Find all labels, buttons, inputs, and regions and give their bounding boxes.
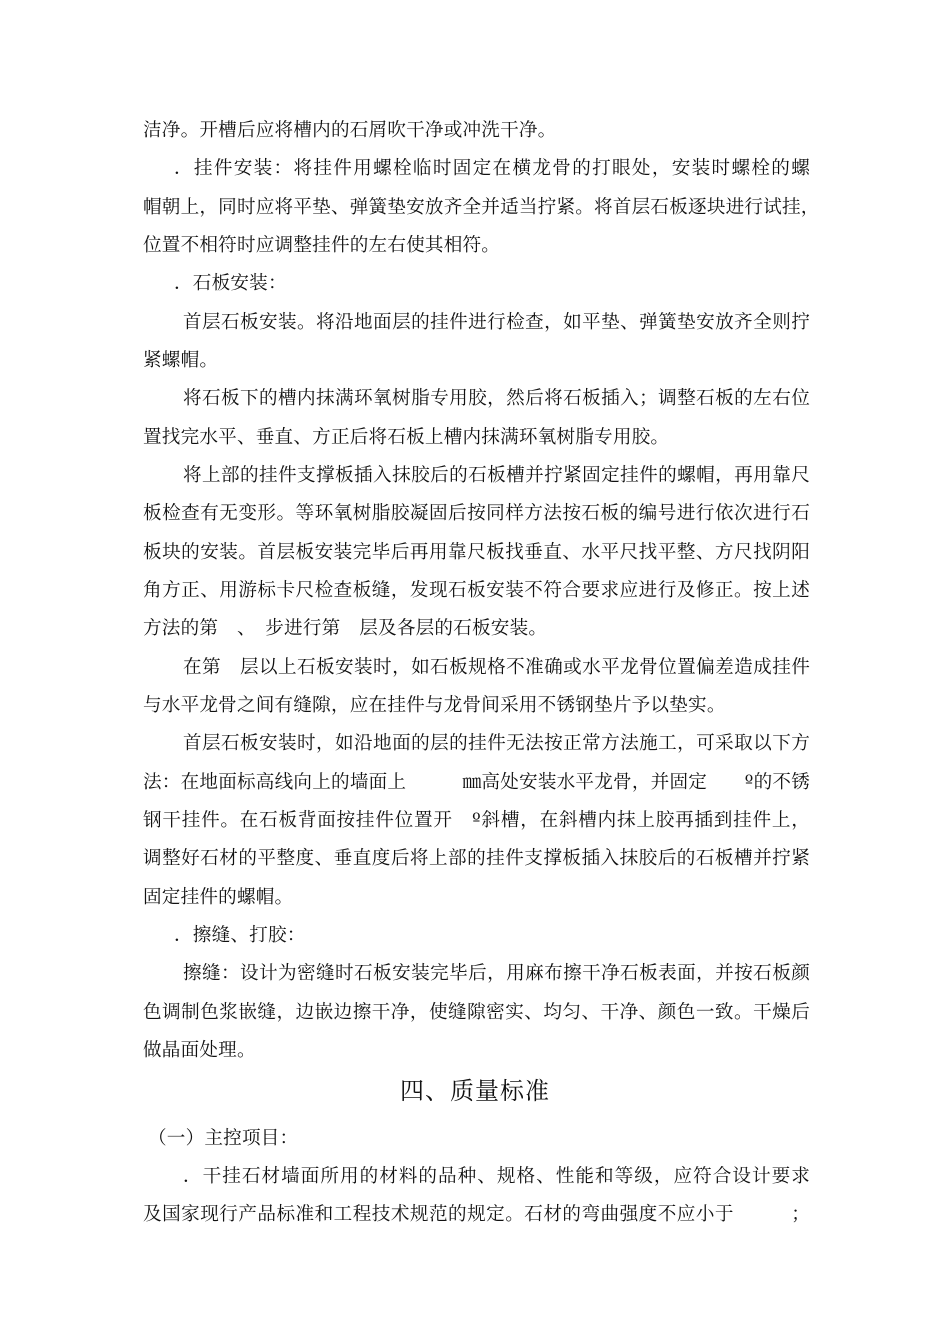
paragraph-line: 钢干挂件。在石板背面按挂件位置开 º斜槽，在斜槽内抹上胶再插到挂件上， [143,810,810,831]
paragraph-line: 固定挂件的螺帽。 [143,887,294,908]
paragraph-line: 法：在地面标高线向上的墙面上 ㎜高处安装水平龙骨，并固定 º的不锈 [143,772,810,793]
paragraph-line: ．擦缝、打胶： [174,925,306,946]
paragraph-line: 做晶面处理。 [143,1040,256,1061]
paragraph-line: 板块的安装。首层板安装完毕后再用靠尺板找垂直、水平尺找平整、方尺找阴阳 [143,542,810,563]
paragraph-line: 色调制色浆嵌缝，边嵌边擦干净，使缝隙密实、均匀、干净、颜色一致。干燥后 [143,1002,810,1023]
paragraph-line: 及国家现行产品标准和工程技术规范的规定。石材的弯曲强度不应小于 ； [143,1204,810,1225]
paragraph-line: ．石板安装： [174,273,287,294]
paragraph-line: （一）主控项目： [148,1128,299,1149]
paragraph-line: 帽朝上，同时应将平垫、弹簧垫安放齐全并适当拧紧。将首层石板逐块进行试挂， [143,197,820,218]
paragraph-line: 首层石板安装时，如沿地面的层的挂件无法按正常方法施工，可采取以下方 [183,733,810,754]
paragraph-line: 位置不相符时应调整挂件的左右使其相符。 [143,235,501,256]
section-heading: 四、质量标准 [400,1077,550,1105]
paragraph-line: 洁净。开槽后应将槽内的石屑吹干净或冲洗干净。 [143,120,557,141]
paragraph-line: 紧螺帽。 [143,350,219,371]
paragraph-line: 方法的第 、 步进行第 层及各层的石板安装。 [143,618,548,639]
paragraph-line: 首层石板安装。将沿地面层的挂件进行检查，如平垫、弹簧垫安放齐全则拧 [183,312,810,333]
paragraph-line: 角方正、用游标卡尺检查板缝，发现石板安装不符合要求应进行及修正。按上述 [143,580,810,601]
paragraph-line: 调整好石材的平整度、垂直度后将上部的挂件支撑板插入抹胶后的石板槽并拧紧 [143,848,810,869]
paragraph-line: ．挂件安装：将挂件用螺栓临时固定在横龙骨的打眼处，安装时螺栓的螺 [174,158,810,179]
paragraph-line: 置找完水平、垂直、方正后将石板上槽内抹满环氧树脂专用胶。 [143,427,670,448]
paragraph-line: 在第 层以上石板安装时，如石板规格不准确或水平龙骨位置偏差造成挂件 [183,657,810,678]
paragraph-line: ．干挂石材墙面所用的材料的品种、规格、性能和等级，应符合设计要求 [183,1166,810,1187]
paragraph-line: 擦缝：设计为密缝时石板安装完毕后，用麻布擦干净石板表面，并按石板颜 [183,963,810,984]
paragraph-line: 板检查有无变形。等环氧树脂胶凝固后按同样方法按石板的编号进行依次进行石 [143,503,810,524]
paragraph-line: 与水平龙骨之间有缝隙，应在挂件与龙骨间采用不锈钢垫片予以垫实。 [143,695,726,716]
paragraph-line: 将上部的挂件支撑板插入抹胶后的石板槽并拧紧固定挂件的螺帽，再用靠尺 [183,465,810,486]
paragraph-line: 将石板下的槽内抹满环氧树脂专用胶，然后将石板插入；调整石板的左右位 [183,388,810,409]
